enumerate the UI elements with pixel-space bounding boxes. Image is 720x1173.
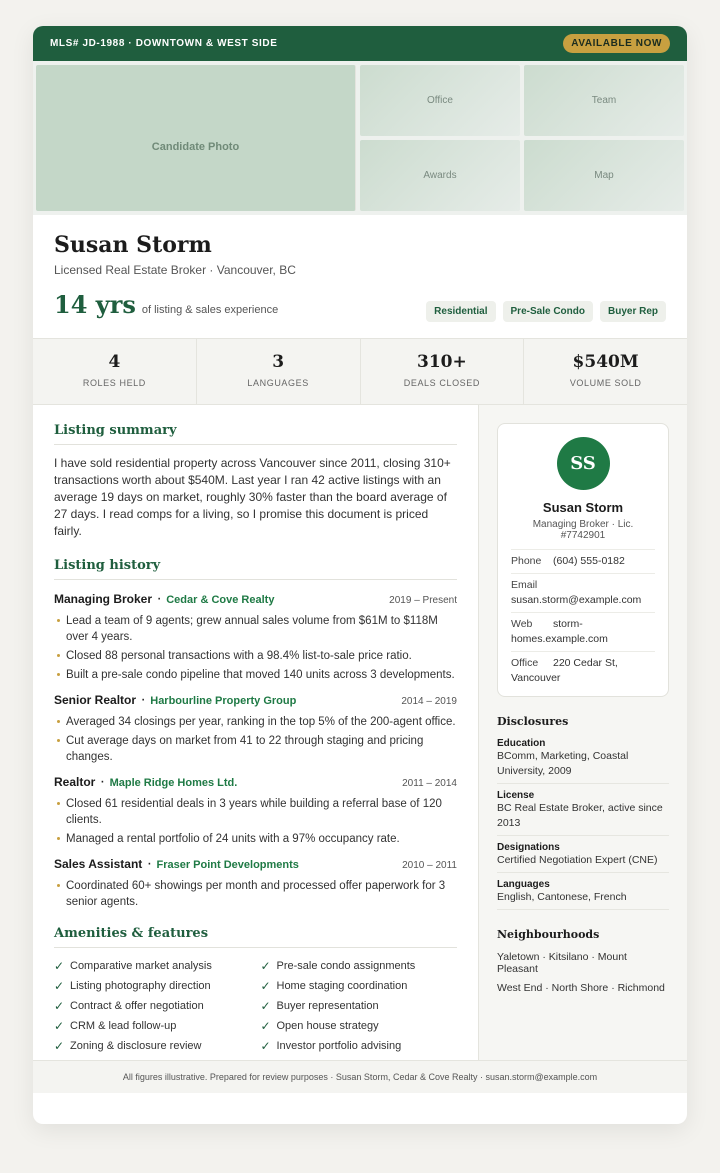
- job-company[interactable]: Maple Ridge Homes Ltd.: [109, 777, 238, 789]
- job-bullet: Closed 88 personal transactions with a 98.4% list-to-sale price ratio.: [54, 648, 457, 664]
- job-bullet: Lead a team of 9 agents; grew annual sales volume from $61M to $118M over 4 years.: [54, 613, 457, 645]
- amenity-item: ✓ CRM & lead follow-up: [54, 1018, 177, 1033]
- profile-name: Susan Storm: [54, 232, 212, 258]
- contact-name: Susan Storm: [542, 500, 624, 515]
- stat-value: 4: [108, 352, 121, 372]
- gallery-tile-office[interactable]: Office: [360, 65, 520, 136]
- job-dates: 2011 – 2014: [402, 778, 457, 789]
- checkmark-icon: ✓: [260, 1038, 271, 1053]
- disclosure-item: Languages English, Cantonese, French: [497, 879, 669, 910]
- amenities-heading: Amenities & features: [54, 926, 457, 948]
- summary-heading: Listing summary: [54, 423, 457, 445]
- amenity-item: ✓ Listing photography direction: [54, 978, 211, 993]
- checkmark-icon: ✓: [54, 958, 65, 973]
- amenity-item: ✓ Comparative market analysis: [54, 958, 212, 973]
- content-area: [33, 405, 687, 1093]
- photo-gallery: [33, 61, 687, 215]
- job-bullet: Closed 61 residential deals in 3 years while building a referral base of 120 clients.: [54, 796, 457, 828]
- disclosure-item: License BC Real Estate Broker, active since 2013: [497, 790, 669, 836]
- disclosures-heading: Disclosures: [497, 715, 569, 728]
- job-entry: Realtor · Maple Ridge Homes Ltd. 2011 – 2014 Closed 61 residential deals in 3 years while building a referral base of 120 clients. Managed a rental portfolio of 24 units with a 97% occupancy rate.: [54, 773, 457, 845]
- neighbourhood-line: Yaletown · Kitsilano · Mount Pleasant: [497, 951, 627, 975]
- amenity-item: ✓ Contract & offer negotiation: [54, 998, 204, 1013]
- specialty-chips: [426, 301, 666, 322]
- contact-email[interactable]: Email susan.storm@example.com: [511, 573, 655, 612]
- stat-value: 3: [272, 352, 285, 372]
- job-bullet: Managed a rental portfolio of 24 units with a 97% occupancy rate.: [54, 831, 457, 847]
- job-company[interactable]: Cedar & Cove Realty: [166, 594, 275, 606]
- job-bullet: Coordinated 60+ showings per month and processed offer paperwork for 3 senior agents.: [54, 878, 457, 910]
- job-bullet: Averaged 34 closings per year, ranking in the top 5% of the 200-agent office.: [54, 714, 457, 730]
- history-heading: Listing history: [54, 558, 457, 580]
- job-title: Realtor: [54, 775, 96, 789]
- candidate-photo[interactable]: Candidate Photo: [36, 65, 356, 211]
- neighbourhoods-heading: Neighbourhoods: [497, 928, 600, 941]
- availability-badge: AVAILABLE NOW: [563, 34, 670, 53]
- job-company[interactable]: Fraser Point Developments: [156, 859, 299, 871]
- amenity-item: ✓ Zoning & disclosure review: [54, 1038, 202, 1053]
- main-column: [33, 405, 479, 1093]
- top-bar: [33, 26, 687, 61]
- sidebar: [479, 405, 687, 1093]
- chip-pre-sale-condo[interactable]: Pre-Sale Condo: [503, 301, 593, 322]
- job-dates: 2019 – Present: [389, 595, 457, 606]
- amenity-item: ✓ Home staging coordination: [260, 978, 408, 993]
- amenities-list: [54, 958, 457, 1053]
- job-entry: Managing Broker · Cedar & Cove Realty 2019 – Present Lead a team of 9 agents; grew annual sales volume from $61M to $118M over 4 years. Closed 88 personal transactions with a 98.4% list-to-sale price ratio. Built a pre-sale condo pipeline that moved 140 units across 3 developments.: [54, 590, 457, 681]
- disclosure-item: Education BComm, Marketing, Coastal University, 2009: [497, 738, 669, 784]
- job-dates: 2014 – 2019: [401, 696, 457, 707]
- checkmark-icon: ✓: [54, 978, 65, 993]
- checkmark-icon: ✓: [54, 998, 65, 1013]
- chip-buyer-rep[interactable]: Buyer Rep: [600, 301, 666, 322]
- contact-phone[interactable]: Phone (604) 555-0182: [511, 549, 655, 573]
- job-entry: Sales Assistant · Fraser Point Developments 2010 – 2011 Coordinated 60+ showings per month and processed offer paperwork for 3 senior agents.: [54, 855, 457, 908]
- stat-roles: [33, 339, 197, 404]
- stat-value: $540M: [572, 352, 639, 372]
- job-bullet: Cut average days on market from 41 to 22 through staging and pricing changes.: [54, 733, 457, 765]
- stat-label: DEALS CLOSED: [403, 378, 480, 388]
- checkmark-icon: ✓: [54, 1018, 65, 1033]
- avatar: SS: [557, 437, 610, 490]
- disclosure-item: Designations Certified Negotiation Expert (CNE): [497, 842, 669, 873]
- checkmark-icon: ✓: [260, 1018, 271, 1033]
- contact-card: [497, 423, 669, 697]
- contact-role: Managing Broker · Lic. #7742901: [532, 519, 634, 541]
- job-title: Sales Assistant: [54, 857, 143, 871]
- amenity-item: ✓ Buyer representation: [260, 998, 379, 1013]
- stat-volume: [524, 339, 687, 404]
- job-entry: Senior Realtor · Harbourline Property Group 2014 – 2019 Averaged 34 closings per year, ranking in the top 5% of the 200-agent office. Cut average days on market from 41 to 22 through staging and pricing changes.: [54, 691, 457, 763]
- experience-summary: [54, 290, 278, 319]
- stat-label: VOLUME SOLD: [569, 378, 642, 388]
- job-dates: 2010 – 2011: [402, 860, 457, 871]
- amenity-item: ✓ Pre-sale condo assignments: [260, 958, 416, 973]
- footer-note: All figures illustrative. Prepared for review purposes · Susan Storm, Cedar & Cove Realty · susan.storm@example.com: [33, 1060, 687, 1093]
- gallery-tile-awards[interactable]: Awards: [360, 140, 520, 211]
- experience-caption: of listing & sales experience: [141, 304, 279, 316]
- job-title: Senior Realtor: [54, 693, 137, 707]
- job-bullet: Built a pre-sale condo pipeline that moved 140 units across 3 developments.: [54, 667, 457, 683]
- job-company[interactable]: Harbourline Property Group: [150, 695, 297, 707]
- neighbourhood-line: West End · North Shore · Richmond: [497, 982, 665, 994]
- stat-value: 310+: [417, 352, 467, 372]
- checkmark-icon: ✓: [54, 1038, 65, 1053]
- profile-subtitle: Licensed Real Estate Broker · Vancouver, BC: [54, 263, 296, 277]
- checkmark-icon: ✓: [260, 978, 271, 993]
- summary-text: I have sold residential property across Vancouver since 2011, closing 310+ transactions worth about $540M. Last year I ran 42 active listings with an average 19 days on market, roughly 30% faster than the board average of 27 days. I read comps for a living, so I promise this document is priced fairly.: [54, 456, 451, 538]
- contact-web[interactable]: Web storm-homes.example.com: [511, 612, 655, 651]
- profile-header: [33, 215, 687, 338]
- stat-label: LANGUAGES: [247, 378, 309, 388]
- resume-card: [33, 26, 687, 1124]
- contact-office: Office 220 Cedar St, Vancouver: [511, 651, 655, 690]
- job-title: Managing Broker: [54, 592, 153, 606]
- amenity-item: ✓ Open house strategy: [260, 1018, 379, 1033]
- stat-label: ROLES HELD: [82, 378, 146, 388]
- gallery-tile-team[interactable]: Team: [524, 65, 684, 136]
- checkmark-icon: ✓: [260, 958, 271, 973]
- amenity-item: ✓ Investor portfolio advising: [260, 1038, 402, 1053]
- checkmark-icon: ✓: [260, 998, 271, 1013]
- gallery-tile-map[interactable]: Map: [524, 140, 684, 211]
- stats-bar: [33, 338, 687, 405]
- stat-deals: [361, 339, 525, 404]
- chip-residential[interactable]: Residential: [426, 301, 495, 322]
- experience-years: 14 yrs: [54, 290, 136, 319]
- stat-languages: [197, 339, 361, 404]
- mls-label: MLS# JD-1988 · DOWNTOWN & WEST SIDE: [50, 38, 278, 49]
